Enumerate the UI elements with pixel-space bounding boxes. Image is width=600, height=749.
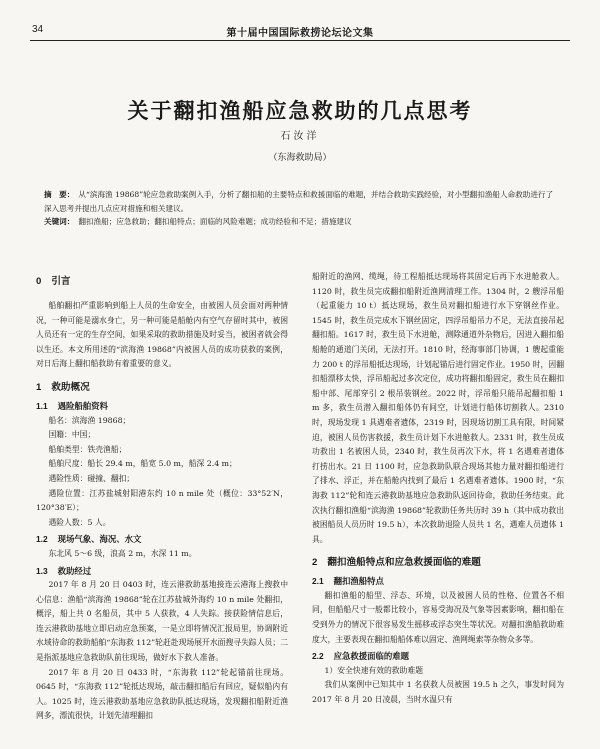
keywords — [44, 215, 556, 229]
subsubsection-heading-1: 1）安全快速有效的救助难题 — [324, 665, 423, 675]
fact-nature: 遇险性质：碰撞、翻扣； — [48, 473, 135, 483]
affiliation: （东海救助局） — [268, 153, 332, 163]
fact-people: 遇险人数：5 人。 — [48, 517, 111, 527]
left-column — [36, 270, 288, 724]
subsection-heading-1-1: 1.1 遇险船舶资料 — [36, 400, 108, 411]
section-heading-2: 2 翻扣渔船特点和应急救援面临的难题 — [312, 557, 481, 569]
subsection-heading-2-2: 2.2 应急救援面临的难题 — [312, 651, 410, 662]
subsection-heading-1-3: 1.3 救助经过 — [36, 565, 92, 576]
paper-title: 关于翻扣渔船应急救助的几点思考 — [127, 98, 473, 123]
abstract-text: 从“滨海渔 19868”轮应急救助案例入手，分析了翻扣船的主要特点和救援面临的难题，并结合救助实践经验，对小型翻扣渔船人命救助进行了深入思考并提出几点应对措施和相关建议。 — [44, 190, 554, 213]
fact-flag: 国籍：中国； — [48, 430, 96, 440]
features-paragraph: 翻扣渔船的船型、浮态、环境，以及被困人员的性格、位置各不相同，但船船尺寸一般都比较小，容易受海况及气象等因素影响，翻扣船在受到外力的情况下很容易发生摇移或浮态突生等状况。对翻扣渔船救助难度大，主要表现在翻扣船船体难以固定、渔网绳索等杂物众多等。 — [312, 590, 564, 644]
fact-dimensions: 船舶尺度：船长 29.4 m，船宽 5.0 m，船深 2.4 m； — [48, 459, 237, 469]
difficulty-paragraph: 我们从案例中已知其中 1 名获救人员被困 19.5 h 之久，事发时间为 2017 年 8 月 20 日凌晨，当时水温只有 — [312, 680, 564, 705]
fact-position: 遇险位置：江苏盐城射阳港东约 10 n mile 处（概位：33°52′N，120°38′E）； — [36, 488, 288, 513]
rescue-paragraph-c: 船附近的渔网、缆绳，待工程船抵达现场将其固定后再下水进舱救人。1120 时，救生员完成翻扣船附近渔网清理工作。1304 时，2 艘浮吊船（起重能力 10 t）抵达现场，救生员对翻扣船进行水下穿钢丝作业。1545 时，救生员完成水下钢丝固定，四浮吊船吊力不足，无法直接吊起翻扣船。1617 时，救生员下水进舱，测除通道外杂物后，因进入翻扣船船舱的通道门关闭，无法打开。1810 时，经海事部门协调，1 艘起重能力 200 t 的浮吊船抵达现场，计划起锚后进行固定作业。1950 时，因翻扣船漂移太快，浮吊船起过多次定位，成功将翻扣船固定，救生员在翻扣船中部、尾部穿引 2 根吊装钢丝。2022 时，浮吊船只能吊起翻扣船 1 m 多，救生员潜入翻扣船体仍有间空，计划进行船体切割救人。2310 时，现场发现 1 具遇难者遗体，2319 时，因现场切割工具有限，时间紧迫，被困人员伤害救援，救生员计划下水进舱救人。2331 时，救生员成功救出 1 名被困人员，2340 时，救生员再次下水，将 1 名遇难者遗体打捞出水。21 日 1100 时，应急救助队联合现场其他力量对翻扣船进行了排水、浮正，并在船舱内找到了最后 1 名遇难者遗体。1900 时，“东海救 112”轮和连云港救助基地应急救助队返回待命，救助任务结束。此次执行翻扣渔船“滨海渔 19868”轮救助任务共历时 39 h（其中成功救出被困船员人员历时 19.5 h），本次救助退险人员共 1 名，遇难人员遗体 1 具。 — [312, 272, 564, 544]
author: 石汝洋 — [280, 131, 320, 142]
abstract-block — [44, 188, 556, 229]
rescue-paragraph-b: 2017 年 8 月 20 日 0433 时，“东海救 112”轮起锚前往现场。0645 时，“东海救 112”轮抵达现场，敲击翻扣船后有回应，疑似船内有人。1025 时，连云港救助基地应急救助队抵达现场，发现翻扣船附近渔网多，漂流很快，计划先清理翻扣 — [36, 667, 288, 721]
section-heading-intro: 0 引言 — [36, 276, 71, 287]
fact-ship-name: 船名：滨海渔 19868； — [48, 415, 131, 425]
intro-paragraph: 船舶翻扣严重影响到船上人员的生命安全，由被困人员会面对两种情况，一种可能是溺水身亡，另一种可能是船舱内有空气存留时其中，被困人员还有一定的生存空间，如果采取的救助措施及时妥当，被困者就会得以生还。本文所用述的“滨海渔 19868”内被困人员的成功获救的案例，对日后海上翻扣船救助有着重要的意义。 — [36, 301, 288, 369]
abstract — [44, 188, 556, 215]
weather-paragraph: 东北风 5～6 级，浪高 2 m，水深 11 m。 — [48, 548, 197, 558]
keywords-text: 翻扣渔船；应急救助；翻扣船特点；面临的风险难题；成功经验和不足；措施建议 — [78, 217, 352, 226]
right-column — [312, 270, 564, 708]
keywords-label: 关键词： — [44, 217, 75, 226]
rescue-paragraph-a: 2017 年 8 月 20 日 0403 时，连云港救助基地接连云港海上搜救中心信息：渔船“滨海渔 19868”轮在江苏盐城外海约 10 n mile 处翻扣，概浮，船上共 0 名船员，其中 5 人获救，4 人失踪。接获险情信息后，连云港救助基地立即启动应急预案，一是立即将情况汇报局里，协调附近水域待命的救助船舶“东海救 112”轮赶赴现场展开水面搜寻失踪人员；二是指派基地应急救助队前往现场，做好水下救人准备。 — [36, 580, 288, 663]
journal-title: 第十届中国国际救捞论坛论文集 — [226, 28, 374, 39]
page-number: 34 — [32, 24, 44, 35]
section-heading-1: 1 救助概况 — [36, 381, 90, 393]
abstract-label: 摘 要： — [44, 190, 75, 199]
subsection-heading-1-2: 1.2 现场气象、海况、水文 — [36, 534, 142, 545]
fact-ship-type: 船舶类型：铁壳渔船； — [48, 444, 127, 454]
subsection-heading-2-1: 2.1 翻扣渔船特点 — [312, 576, 384, 587]
running-header — [30, 22, 570, 41]
